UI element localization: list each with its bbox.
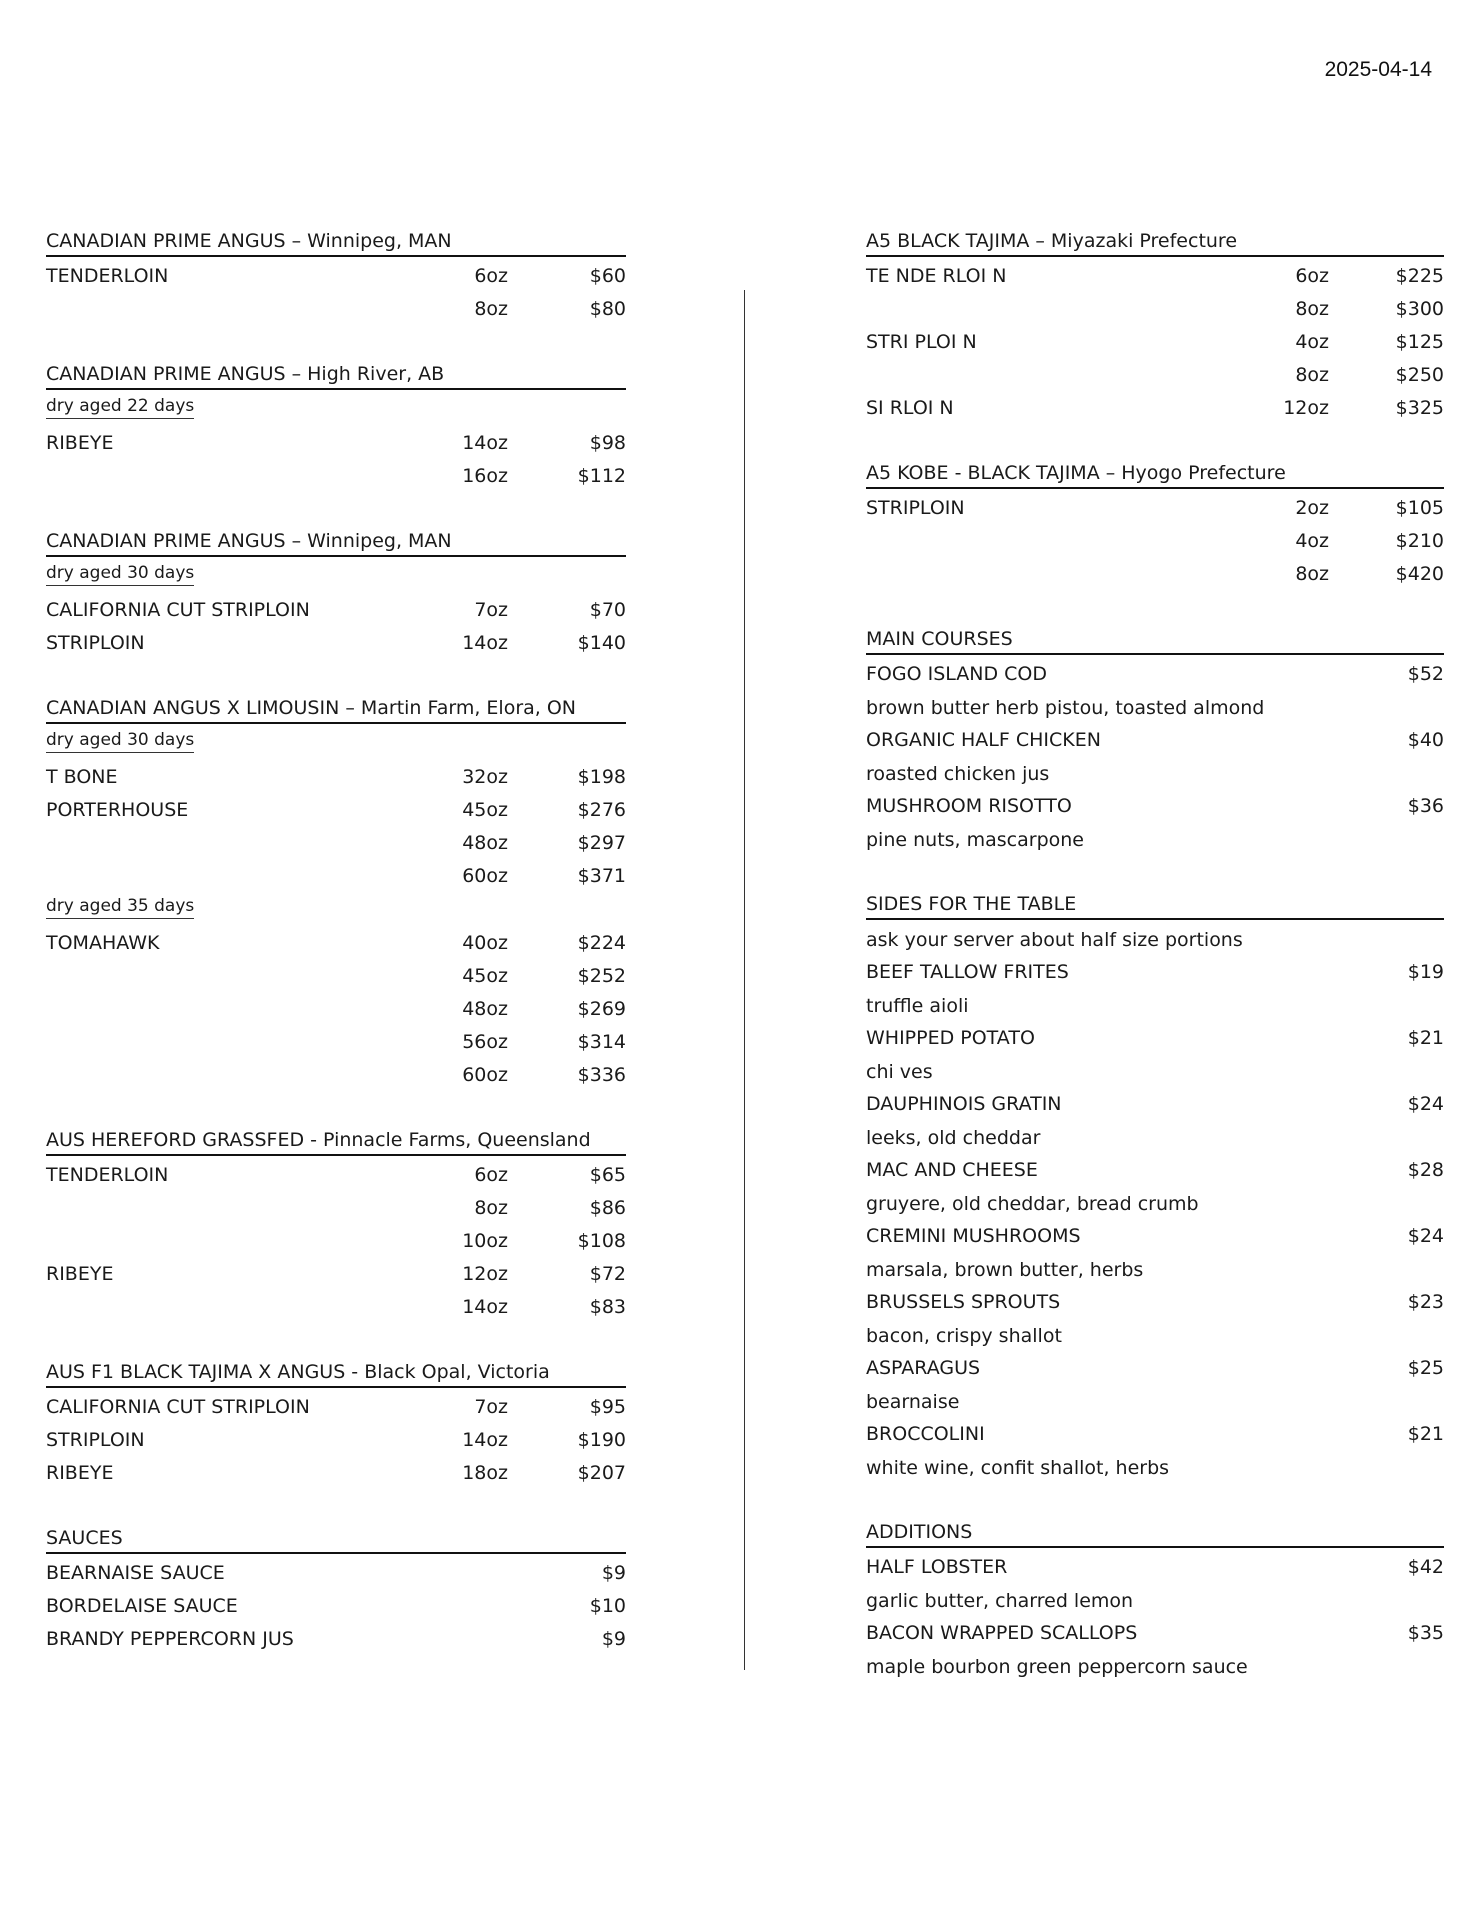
dish-description: leeks, old cheddar	[866, 1127, 1041, 1149]
dish-description: bearnaise	[866, 1391, 960, 1413]
item-name: BORDELAISE SAUCE	[46, 1595, 238, 1617]
item-price: $224	[577, 932, 626, 954]
dish-price: $25	[1407, 1357, 1444, 1379]
menu-item-row	[46, 428, 626, 461]
item-weight: 18oz	[462, 1462, 508, 1484]
item-name: TE NDE RLOI N	[866, 265, 1007, 287]
item-name: T BONE	[46, 766, 118, 788]
item-price: $83	[589, 1296, 626, 1318]
item-price: $65	[589, 1164, 626, 1186]
aging-label-wrap	[46, 894, 626, 928]
menu-date: 2025-04-14	[1324, 58, 1432, 81]
menu-item-row	[46, 261, 626, 294]
item-price: $314	[577, 1031, 626, 1053]
menu-item-row	[46, 861, 626, 894]
dish-name: ORGANIC HALF CHICKEN	[866, 729, 1101, 751]
item-name: CALIFORNIA CUT STRIPLOIN	[46, 1396, 310, 1418]
menu-section	[46, 1359, 626, 1491]
item-weight: 4oz	[1295, 331, 1329, 353]
menu-item-row	[866, 327, 1444, 360]
item-weight: 48oz	[462, 832, 508, 854]
dish-name: HALF LOBSTER	[866, 1556, 1008, 1578]
dish-price: $21	[1407, 1027, 1444, 1049]
menu-item-row	[46, 628, 626, 661]
dish-name: DAUPHINOIS GRATIN	[866, 1093, 1062, 1115]
dish-name: ASPARAGUS	[866, 1357, 981, 1379]
menu-item-row	[46, 595, 626, 628]
item-weight: 8oz	[1295, 364, 1329, 386]
menu-item-row	[866, 294, 1444, 327]
item-name: TENDERLOIN	[46, 265, 169, 287]
item-name: CALIFORNIA CUT STRIPLOIN	[46, 599, 310, 621]
menu-section	[866, 626, 1444, 857]
item-name: STRIPLOIN	[46, 1429, 145, 1451]
left-column	[46, 228, 626, 1691]
dish-description: roasted chicken jus	[866, 763, 1050, 785]
dish-name: CREMINI MUSHROOMS	[866, 1225, 1081, 1247]
item-weight: 60oz	[462, 865, 508, 887]
item-price: $252	[577, 965, 626, 987]
item-name: STRIPLOIN	[46, 632, 145, 654]
dish-description: gruyere, old cheddar, bread crumb	[866, 1193, 1199, 1215]
menu-item-row	[46, 1558, 626, 1591]
item-name: PORTERHOUSE	[46, 799, 189, 821]
aging-label: dry aged 35 days	[46, 894, 194, 919]
menu-item-row	[46, 961, 626, 994]
menu-item-row	[46, 928, 626, 961]
menu-section	[46, 361, 626, 494]
dish-price: $24	[1407, 1225, 1444, 1247]
item-name: SI RLOI N	[866, 397, 954, 419]
dish-price: $36	[1407, 795, 1444, 817]
aging-label-wrap	[46, 394, 626, 428]
item-weight: 14oz	[462, 1429, 508, 1451]
menu-item-row	[46, 762, 626, 795]
item-price: $9	[601, 1562, 626, 1584]
menu-item-row	[46, 1027, 626, 1060]
dish-name: BRUSSELS SPROUTS	[866, 1291, 1061, 1313]
item-price: $9	[601, 1628, 626, 1650]
section-title: A5 BLACK TAJIMA – Miyazaki Prefecture	[866, 228, 1444, 257]
item-price: $125	[1395, 331, 1444, 353]
item-price: $95	[589, 1396, 626, 1418]
dish-row	[866, 725, 1444, 758]
dish-price: $21	[1407, 1423, 1444, 1445]
section-title: AUS F1 BLACK TAJIMA X ANGUS - Black Opal, Victoria	[46, 1359, 626, 1388]
item-name: STRIPLOIN	[866, 497, 965, 519]
item-weight: 32oz	[462, 766, 508, 788]
item-price: $300	[1395, 298, 1444, 320]
section-note: ask your server about half size portions	[866, 929, 1243, 951]
dish-row	[866, 1089, 1444, 1122]
item-weight: 40oz	[462, 932, 508, 954]
dish-price: $23	[1407, 1291, 1444, 1313]
menu-item-row	[866, 559, 1444, 592]
menu-item-row	[46, 994, 626, 1027]
item-price: $269	[577, 998, 626, 1020]
dish-row	[866, 1221, 1444, 1254]
item-weight: 56oz	[462, 1031, 508, 1053]
menu-section	[46, 1127, 626, 1325]
menu-item-row	[866, 261, 1444, 294]
item-price: $336	[577, 1064, 626, 1086]
item-name: TOMAHAWK	[46, 932, 160, 954]
item-weight: 8oz	[474, 298, 508, 320]
dish-price: $52	[1407, 663, 1444, 685]
menu-section	[46, 1525, 626, 1657]
item-price: $207	[577, 1462, 626, 1484]
menu-item-row	[46, 1591, 626, 1624]
item-price: $86	[589, 1197, 626, 1219]
dish-price: $35	[1407, 1622, 1444, 1644]
menu-item-row	[46, 461, 626, 494]
item-price: $70	[589, 599, 626, 621]
menu-section	[866, 1519, 1444, 1684]
dish-description: bacon, crispy shallot	[866, 1325, 1062, 1347]
item-weight: 12oz	[1283, 397, 1329, 419]
item-price: $80	[589, 298, 626, 320]
item-weight: 45oz	[462, 965, 508, 987]
dish-row	[866, 1155, 1444, 1188]
item-weight: 14oz	[462, 432, 508, 454]
section-title: SIDES FOR THE TABLE	[866, 891, 1444, 920]
menu-item-row	[866, 493, 1444, 526]
item-weight: 16oz	[462, 465, 508, 487]
dish-description: maple bourbon green peppercorn sauce	[866, 1656, 1248, 1678]
menu-item-row	[46, 1458, 626, 1491]
item-weight: 7oz	[474, 1396, 508, 1418]
item-weight: 7oz	[474, 599, 508, 621]
item-weight: 60oz	[462, 1064, 508, 1086]
item-weight: 6oz	[474, 265, 508, 287]
item-price: $225	[1395, 265, 1444, 287]
item-price: $105	[1395, 497, 1444, 519]
menu-item-row	[46, 1392, 626, 1425]
menu-item-row	[866, 360, 1444, 393]
dish-price: $42	[1407, 1556, 1444, 1578]
dish-name: FOGO ISLAND COD	[866, 663, 1048, 685]
menu-item-row	[46, 1259, 626, 1292]
item-name: RIBEYE	[46, 1263, 114, 1285]
dish-description: white wine, confit shallot, herbs	[866, 1457, 1170, 1479]
item-weight: 14oz	[462, 1296, 508, 1318]
item-weight: 48oz	[462, 998, 508, 1020]
dish-name: MUSHROOM RISOTTO	[866, 795, 1072, 817]
dish-name: BACON WRAPPED SCALLOPS	[866, 1622, 1138, 1644]
item-weight: 4oz	[1295, 530, 1329, 552]
item-name: RIBEYE	[46, 432, 114, 454]
menu-section	[866, 891, 1444, 1485]
dish-description: brown butter herb pistou, toasted almond	[866, 697, 1265, 719]
menu-item-row	[866, 526, 1444, 559]
item-price: $420	[1395, 563, 1444, 585]
dish-description: pine nuts, mascarpone	[866, 829, 1084, 851]
dish-row	[866, 1552, 1444, 1585]
item-weight: 8oz	[474, 1197, 508, 1219]
item-name: TENDERLOIN	[46, 1164, 169, 1186]
item-price: $198	[577, 766, 626, 788]
section-title: CANADIAN PRIME ANGUS – High River, AB	[46, 361, 626, 390]
item-weight: 10oz	[462, 1230, 508, 1252]
menu-section	[866, 228, 1444, 426]
item-price: $72	[589, 1263, 626, 1285]
dish-row	[866, 1287, 1444, 1320]
dish-row	[866, 1023, 1444, 1056]
menu-item-row	[866, 393, 1444, 426]
menu-section	[46, 528, 626, 661]
item-price: $297	[577, 832, 626, 854]
item-price: $112	[577, 465, 626, 487]
section-title: AUS HEREFORD GRASSFED - Pinnacle Farms, Queensland	[46, 1127, 626, 1156]
dish-row	[866, 1618, 1444, 1651]
menu-section	[46, 695, 626, 1093]
item-price: $98	[589, 432, 626, 454]
dish-price: $40	[1407, 729, 1444, 751]
aging-label: dry aged 30 days	[46, 561, 194, 586]
aging-label-wrap	[46, 561, 626, 595]
section-title: CANADIAN PRIME ANGUS – Winnipeg, MAN	[46, 228, 626, 257]
item-price: $190	[577, 1429, 626, 1451]
menu-item-row	[46, 1624, 626, 1657]
item-price: $250	[1395, 364, 1444, 386]
menu-item-row	[46, 1425, 626, 1458]
section-title: CANADIAN PRIME ANGUS – Winnipeg, MAN	[46, 528, 626, 557]
item-weight: 6oz	[474, 1164, 508, 1186]
dish-row	[866, 1419, 1444, 1452]
right-column	[866, 228, 1444, 1718]
item-weight: 12oz	[462, 1263, 508, 1285]
menu-item-row	[46, 1193, 626, 1226]
menu-item-row	[46, 795, 626, 828]
menu-item-row	[46, 1292, 626, 1325]
section-title: ADDITIONS	[866, 1519, 1444, 1548]
item-name: STRI PLOI N	[866, 331, 977, 353]
dish-name: MAC AND CHEESE	[866, 1159, 1038, 1181]
column-divider	[744, 290, 745, 1670]
menu-item-row	[46, 1060, 626, 1093]
dish-description: chi ves	[866, 1061, 933, 1083]
item-weight: 14oz	[462, 632, 508, 654]
item-price: $276	[577, 799, 626, 821]
aging-label-wrap	[46, 728, 626, 762]
dish-row	[866, 791, 1444, 824]
dish-description: garlic butter, charred lemon	[866, 1590, 1134, 1612]
dish-price: $28	[1407, 1159, 1444, 1181]
section-title: A5 KOBE - BLACK TAJIMA – Hyogo Prefecture	[866, 460, 1444, 489]
dish-description: truffle aioli	[866, 995, 969, 1017]
item-price: $10	[589, 1595, 626, 1617]
item-name: BEARNAISE SAUCE	[46, 1562, 225, 1584]
dish-name: BROCCOLINI	[866, 1423, 985, 1445]
item-price: $210	[1395, 530, 1444, 552]
aging-label: dry aged 22 days	[46, 394, 194, 419]
aging-label: dry aged 30 days	[46, 728, 194, 753]
menu-section	[866, 460, 1444, 592]
dish-row	[866, 957, 1444, 990]
item-name: BRANDY PEPPERCORN JUS	[46, 1628, 294, 1650]
section-title: MAIN COURSES	[866, 626, 1444, 655]
item-weight: 2oz	[1295, 497, 1329, 519]
menu-item-row	[46, 828, 626, 861]
dish-name: BEEF TALLOW FRITES	[866, 961, 1069, 983]
section-title: SAUCES	[46, 1525, 626, 1554]
menu-item-row	[46, 1160, 626, 1193]
item-price: $60	[589, 265, 626, 287]
item-price: $371	[577, 865, 626, 887]
dish-row	[866, 659, 1444, 692]
item-weight: 8oz	[1295, 563, 1329, 585]
menu-item-row	[46, 294, 626, 327]
dish-price: $24	[1407, 1093, 1444, 1115]
menu-item-row	[46, 1226, 626, 1259]
item-name: RIBEYE	[46, 1462, 114, 1484]
item-weight: 8oz	[1295, 298, 1329, 320]
item-price: $108	[577, 1230, 626, 1252]
item-price: $140	[577, 632, 626, 654]
dish-name: WHIPPED POTATO	[866, 1027, 1035, 1049]
menu-section	[46, 228, 626, 327]
item-weight: 45oz	[462, 799, 508, 821]
item-weight: 6oz	[1295, 265, 1329, 287]
dish-description: marsala, brown butter, herbs	[866, 1259, 1144, 1281]
dish-price: $19	[1407, 961, 1444, 983]
item-price: $325	[1395, 397, 1444, 419]
section-title: CANADIAN ANGUS X LIMOUSIN – Martin Farm, Elora, ON	[46, 695, 626, 724]
dish-row	[866, 1353, 1444, 1386]
